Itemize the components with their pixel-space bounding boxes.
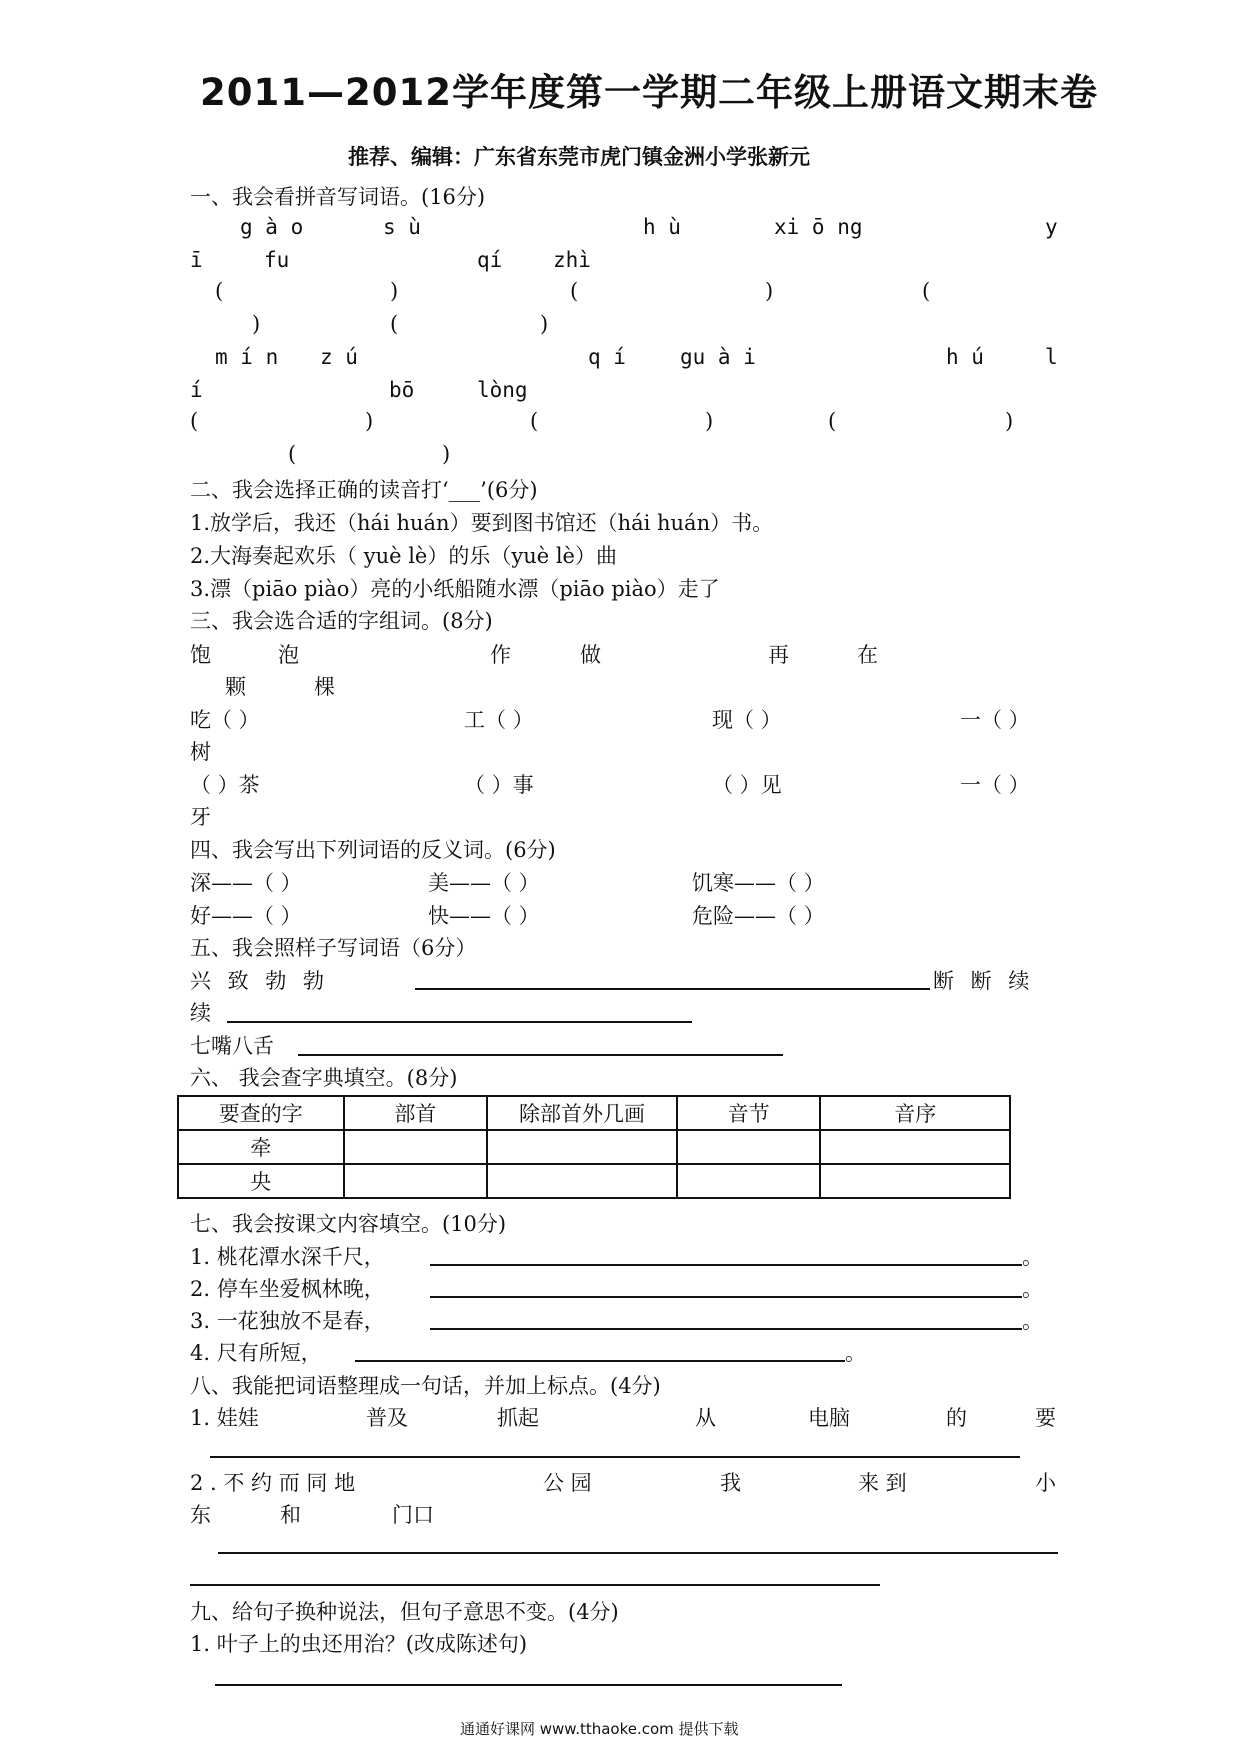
table-header: 除部首外几画 xyxy=(487,1096,677,1130)
answer-line[interactable] xyxy=(190,1584,880,1586)
section-3-heading: 三、我会选合适的字组词。(8分) xyxy=(190,609,493,633)
period: 。 xyxy=(845,1341,866,1365)
word-token: 和 xyxy=(280,1503,301,1527)
word-token: 电脑 xyxy=(808,1406,850,1430)
word-token: 我 xyxy=(720,1471,741,1495)
table-cell-blank[interactable] xyxy=(487,1130,677,1164)
char-option: 颗 xyxy=(225,675,246,699)
period: 。 xyxy=(1022,1277,1043,1301)
answer-line[interactable] xyxy=(430,1264,1022,1266)
word-blank[interactable]: 一（ ） xyxy=(960,773,1030,797)
word-wrap: 树 xyxy=(190,740,211,764)
pinyin-hu: h ù xyxy=(643,215,681,239)
word-token: 东 xyxy=(190,1503,211,1527)
poem-item: 1. 桃花潭水深千尺， xyxy=(190,1245,385,1269)
word-blank[interactable]: 一（ ） xyxy=(960,708,1030,732)
section-5-heading: 五、我会照样子写词语（6分） xyxy=(190,936,477,960)
antonym-item[interactable]: 快——（ ） xyxy=(428,904,540,928)
answer-bracket[interactable]: ) xyxy=(365,409,374,433)
table-cell: 央 xyxy=(178,1164,344,1198)
pinyin-xiong: xi ō ng xyxy=(774,215,863,239)
page-footer: 通通好课网 www.tthaoke.com 提供下载 xyxy=(460,1720,739,1738)
answer-line[interactable] xyxy=(430,1328,1022,1330)
pinyin-min: m í n xyxy=(215,345,279,369)
word-wrap: 牙 xyxy=(190,805,211,829)
antonym-item[interactable]: 饥寒——（ ） xyxy=(692,871,825,895)
question-item: 3.漂（piāo piào）亮的小纸船随水漂（piāo piào）走了 xyxy=(190,577,720,601)
answer-bracket[interactable]: ( xyxy=(190,409,199,433)
pinyin-fu: fu xyxy=(264,248,290,272)
word-token: 2 . 不 约 而 同 地 xyxy=(190,1471,356,1495)
word-token: 要 xyxy=(1035,1406,1056,1430)
word-token: 小 xyxy=(1035,1471,1056,1495)
answer-bracket[interactable]: ) xyxy=(705,409,714,433)
pinyin-guai: gu à i xyxy=(680,345,756,369)
answer-line[interactable] xyxy=(298,1054,783,1056)
table-cell-blank[interactable] xyxy=(344,1164,488,1198)
word-token: 的 xyxy=(946,1406,967,1430)
answer-line[interactable] xyxy=(210,1456,1020,1458)
answer-bracket[interactable]: ( xyxy=(922,279,931,303)
table-cell-blank[interactable] xyxy=(820,1164,1010,1198)
answer-line[interactable] xyxy=(215,1684,842,1686)
table-header: 音序 xyxy=(820,1096,1010,1130)
answer-bracket[interactable]: ( xyxy=(215,279,224,303)
poem-item: 4. 尺有所短， xyxy=(190,1341,322,1365)
table-row xyxy=(178,1164,1010,1198)
pinyin-qi2: q í xyxy=(588,345,626,369)
answer-line[interactable] xyxy=(415,988,930,990)
char-option: 做 xyxy=(580,643,601,667)
pinyin-zu: z ú xyxy=(320,345,358,369)
table-header: 要查的字 xyxy=(178,1096,344,1130)
answer-line[interactable] xyxy=(227,1021,692,1023)
answer-line[interactable] xyxy=(430,1296,1022,1298)
answer-bracket[interactable]: ( xyxy=(530,409,539,433)
word-token: 抓起 xyxy=(497,1406,539,1430)
word-blank[interactable]: 现（ ） xyxy=(712,708,782,732)
pinyin-gao: g à o xyxy=(240,215,304,239)
section-1-heading: 一、我会看拼音写词语。(16分) xyxy=(190,185,486,209)
pinyin-bo: bō xyxy=(389,378,415,402)
section-8-heading: 八、我能把词语整理成一句话，并加上标点。(4分) xyxy=(190,1374,661,1398)
table-cell: 牵 xyxy=(178,1130,344,1164)
table-cell-blank[interactable] xyxy=(820,1130,1010,1164)
antonym-item[interactable]: 危险——（ ） xyxy=(692,904,825,928)
answer-line[interactable] xyxy=(355,1360,845,1362)
question-item: 2.大海奏起欢乐（ yuè lè）的乐（yuè lè）曲 xyxy=(190,544,617,568)
pinyin-l: l xyxy=(1045,345,1058,369)
period: 。 xyxy=(1022,1245,1043,1269)
word-token: 1. 娃娃 xyxy=(190,1406,259,1430)
answer-line[interactable] xyxy=(218,1552,1058,1554)
table-cell-blank[interactable] xyxy=(677,1130,821,1164)
word-token: 来 到 xyxy=(858,1471,907,1495)
answer-bracket[interactable]: ( xyxy=(390,312,399,336)
word-token: 公 园 xyxy=(543,1471,592,1495)
section-7-heading: 七、我会按课文内容填空。(10分) xyxy=(190,1212,507,1236)
dictionary-table xyxy=(177,1095,1011,1199)
answer-bracket[interactable]: ( xyxy=(828,409,837,433)
answer-bracket[interactable]: ) xyxy=(442,442,451,466)
char-option: 饱 xyxy=(190,643,211,667)
answer-bracket[interactable]: ) xyxy=(252,312,261,336)
answer-bracket[interactable]: ( xyxy=(570,279,579,303)
question-item: 1. 叶子上的虫还用治？(改成陈述句) xyxy=(190,1632,528,1656)
section-6-heading: 六、 我会查字典填空。(8分) xyxy=(190,1066,458,1090)
example-word: 七嘴八舌 xyxy=(190,1034,274,1058)
word-blank[interactable]: 吃（ ） xyxy=(190,708,260,732)
page-subtitle: 推荐、编辑：广东省东莞市虎门镇金洲小学张新元 xyxy=(348,144,810,169)
char-option: 泡 xyxy=(278,643,299,667)
char-option: 棵 xyxy=(314,675,335,699)
pinyin-long: lòng xyxy=(477,378,528,402)
table-cell-blank[interactable] xyxy=(344,1130,488,1164)
answer-bracket[interactable]: ) xyxy=(540,312,549,336)
table-header: 音节 xyxy=(677,1096,821,1130)
antonym-item[interactable]: 好——（ ） xyxy=(190,904,302,928)
section-4-heading: 四、我会写出下列词语的反义词。(6分) xyxy=(190,838,556,862)
pinyin-hu2: h ú xyxy=(946,345,984,369)
example-word: 兴 致 勃 勃 xyxy=(190,969,325,993)
word-token: 普及 xyxy=(366,1406,408,1430)
pinyin-su: s ù xyxy=(383,215,421,239)
table-header-row xyxy=(178,1096,1010,1130)
example-word: 断 断 续 xyxy=(933,969,1030,993)
pinyin-y: y xyxy=(1045,215,1058,239)
antonym-item[interactable]: 美——（ ） xyxy=(428,871,540,895)
answer-bracket[interactable]: ( xyxy=(288,442,297,466)
word-token: 门口 xyxy=(392,1503,434,1527)
period: 。 xyxy=(1022,1309,1043,1333)
word-blank[interactable]: （ ）事 xyxy=(464,773,534,797)
pinyin-i: ī xyxy=(190,248,203,272)
answer-bracket[interactable]: ) xyxy=(765,279,774,303)
word-blank[interactable]: （ ）见 xyxy=(712,773,782,797)
char-option: 作 xyxy=(490,643,511,667)
question-item: 1.放学后，我还（hái huán）要到图书馆还（hái huán）书。 xyxy=(190,511,774,535)
page-title: 2011—2012学年度第一学期二年级上册语文期末卷 xyxy=(200,71,1098,114)
section-2-heading: 二、我会选择正确的读音打‘___’(6分) xyxy=(190,478,538,502)
table-header: 部首 xyxy=(344,1096,488,1130)
poem-item: 3. 一花独放不是春， xyxy=(190,1309,385,1333)
table-row xyxy=(178,1130,1010,1164)
example-word: 续 xyxy=(190,1001,211,1025)
table-cell-blank[interactable] xyxy=(677,1164,821,1198)
poem-item: 2. 停车坐爱枫林晚， xyxy=(190,1277,385,1301)
answer-bracket[interactable]: ) xyxy=(1005,409,1014,433)
section-9-heading: 九、给句子换种说法，但句子意思不变。(4分) xyxy=(190,1600,619,1624)
char-option: 在 xyxy=(857,643,878,667)
pinyin-zhi: zhì xyxy=(553,248,591,272)
pinyin-i2: í xyxy=(190,378,203,402)
antonym-item[interactable]: 深——（ ） xyxy=(190,871,302,895)
answer-bracket[interactable]: ) xyxy=(390,279,399,303)
word-token: 从 xyxy=(695,1406,716,1430)
char-option: 再 xyxy=(768,643,789,667)
pinyin-qi: qí xyxy=(477,248,503,272)
table-cell-blank[interactable] xyxy=(487,1164,677,1198)
word-blank[interactable]: 工（ ） xyxy=(464,708,534,732)
word-blank[interactable]: （ ）茶 xyxy=(190,773,260,797)
